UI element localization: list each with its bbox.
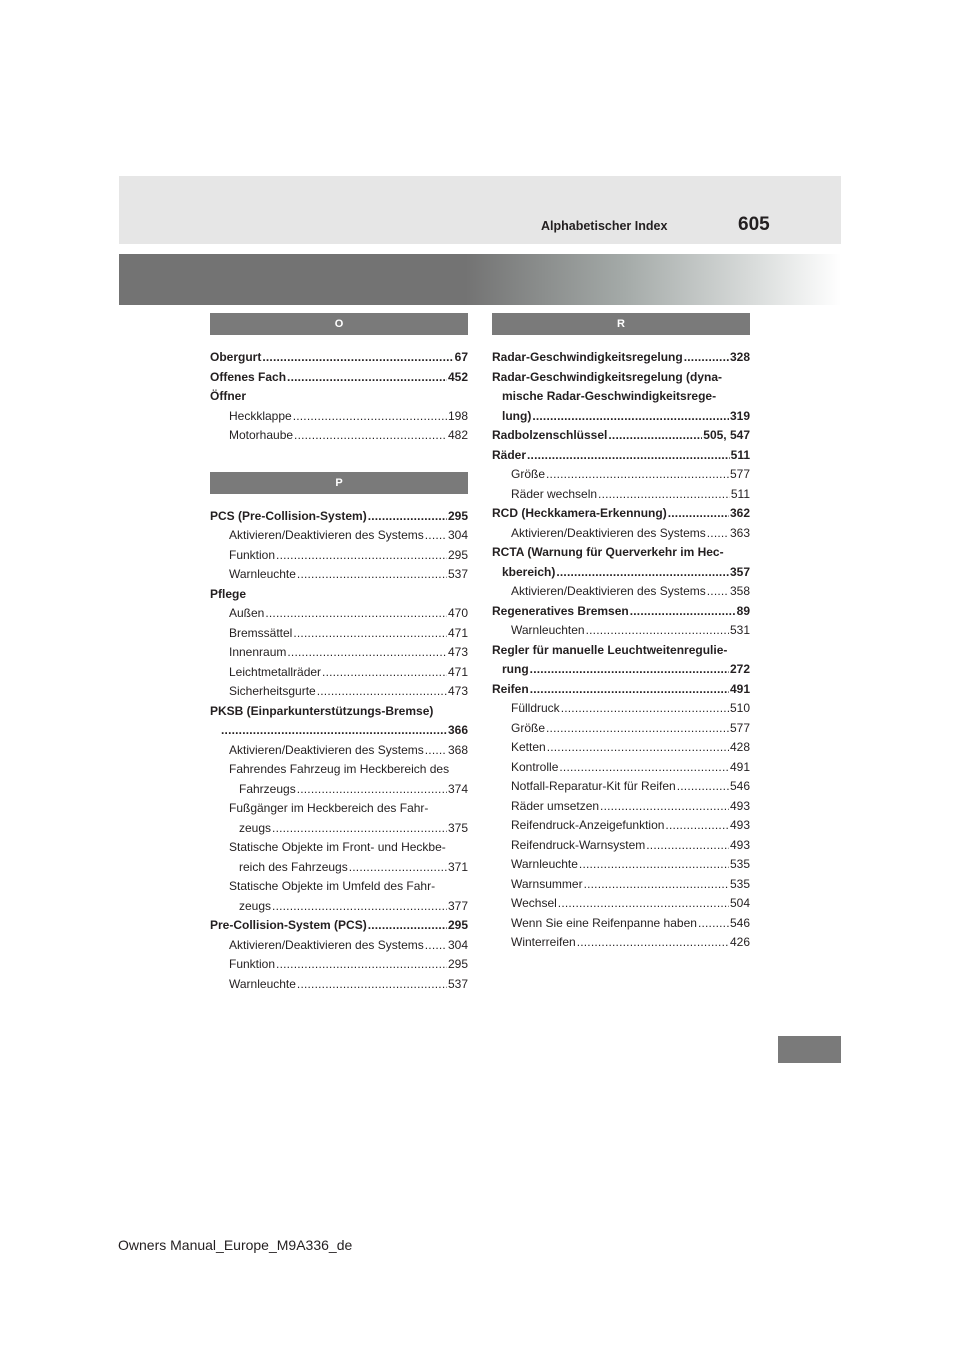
index-page-ref[interactable]: 535 [729,876,750,891]
index-entry-line: PKSB (Einparkunterstützungs-Bremse) [210,703,434,718]
index-entry-row [511,816,750,836]
index-entry-row [229,780,468,800]
index-entry-row [511,758,750,778]
dot-leader [608,426,702,446]
dot-leader [425,526,447,546]
index-page-ref[interactable]: 374 [447,781,468,796]
header-band [119,176,841,244]
index-entry [492,348,750,368]
index-entry [492,641,750,680]
index-entry-row [511,465,750,485]
index-subentry [492,836,750,856]
index-term: Bremssättel [229,625,293,640]
index-term: Aktivieren/Deaktivieren des Systems [229,937,424,952]
dot-leader [558,894,729,914]
index-subentry [210,546,468,566]
index-entry-line: Radar-Geschwindigkeitsregelung (dyna- [492,369,723,384]
index-page-ref[interactable]: 577 [729,720,750,735]
index-term: reich des Fahrzeugs [239,859,348,874]
dot-leader [579,855,729,875]
index-entry-row [229,897,468,917]
index-entry-row [229,858,468,878]
index-term: Heckklappe [229,408,292,423]
index-term: Aktivieren/Deaktivieren des Systems [511,584,706,598]
index-subentry [210,526,468,546]
index-entry [210,916,468,936]
index-entry [210,368,468,388]
index-subentry [210,407,468,427]
index-subentry [210,624,468,644]
index-entry-row [229,426,468,446]
index-entry-row [229,955,468,975]
dot-leader [293,624,447,644]
index-entry-row [229,624,468,644]
dot-leader [577,933,729,953]
dot-leader [276,546,447,566]
index-entry-row [511,738,750,758]
index-term: Fahrzeugs [239,781,296,796]
index-page-ref[interactable]: 510 [729,701,750,715]
index-term: Außen [229,606,265,620]
index-page-ref[interactable]: 358 [729,584,750,598]
index-page-ref[interactable]: 504 [729,896,750,910]
index-entry-row [229,643,468,663]
index-term: Sicherheitsgurte [229,684,316,698]
index-term: zeugs [239,820,272,835]
index-term: Regeneratives Bremsen [492,603,629,618]
index-subentry [492,621,750,641]
index-subentry [210,760,468,799]
index-subentry [492,894,750,914]
index-term: Warnleuchten [511,623,585,637]
index-entry-row [511,485,750,505]
letter-heading-r: R [492,313,750,335]
index-subentry [210,663,468,683]
index-entry-line: RCTA (Warnung für Querverkehr im Hec- [492,545,724,559]
index-entry-row [511,914,750,934]
index-page-ref[interactable]: 546 [729,779,750,793]
index-term: Wechsel [511,896,557,910]
index-entry-row [229,546,468,566]
index-entry-line: Fahrendes Fahrzeug im Heckbereich des [229,762,450,776]
index-entry-line: Fußgänger im Heckbereich des Fahr- [229,801,429,815]
index-entry-row [229,407,468,427]
dot-leader [646,836,729,856]
index-entry-row [229,565,468,585]
dot-leader [349,858,447,878]
dot-leader [425,741,447,761]
index-entry-row [210,368,468,388]
chapter-tab-marker [778,1036,841,1063]
section-r-entries [492,348,750,953]
index-subentry [492,855,750,875]
section-o-entries [210,348,468,446]
index-entry-row [511,933,750,953]
index-entry-row [511,875,750,895]
dot-leader [556,563,729,583]
index-term: PCS (Pre-Collision-System) [210,508,367,523]
dot-leader [287,643,447,663]
letter-heading-o: O [210,313,468,335]
index-term: Obergurt [210,350,262,364]
index-entry-row [511,524,750,544]
index-term: Warnleuchte [511,857,578,871]
dot-leader [600,797,729,817]
index-term: Kontrolle [511,759,559,774]
index-entry [210,387,468,407]
index-entry-row [229,936,468,956]
index-page-ref[interactable]: 505, 547 [703,428,750,442]
index-entry-row [210,387,468,407]
index-subentry [210,643,468,663]
index-page-ref[interactable]: 452 [447,369,468,384]
index-page-ref[interactable]: 535 [729,857,750,871]
index-subentry [210,426,468,446]
index-entry [492,602,750,622]
index-subentry [210,975,468,995]
dot-leader [272,897,447,917]
index-page-ref[interactable]: 493 [729,818,750,832]
dot-leader [527,446,730,466]
dot-leader [294,426,447,446]
index-term: Fülldruck [511,701,560,715]
index-entry-row [492,504,750,524]
index-term: Reifen [492,681,529,696]
dot-leader [559,758,729,778]
index-page-ref[interactable]: 304 [447,937,468,952]
index-column-right [492,313,750,953]
dot-leader [684,348,729,368]
dot-leader [698,914,729,934]
index-subentry [492,524,750,544]
index-term: Warnsummer [511,876,583,891]
index-term: Pflege [210,586,247,601]
index-entry-line: Statische Objekte im Front- und Heckbe- [229,840,446,854]
dot-leader [425,936,447,956]
dot-leader [317,682,447,702]
dot-leader [262,348,453,368]
dot-leader [598,485,730,505]
index-subentry [210,936,468,956]
index-page-ref[interactable]: 482 [447,428,468,442]
index-term: Räder wechseln [511,486,598,501]
index-page-ref[interactable]: 473 [447,684,468,698]
index-column-left [210,313,468,994]
dot-leader [322,663,447,683]
index-entry [492,504,750,524]
index-page-ref[interactable]: 67 [454,350,468,364]
index-entry-row [511,582,750,602]
index-term: Warnleuchte [229,976,296,991]
index-page-ref[interactable]: 272 [729,662,750,676]
index-page-ref[interactable]: 295 [447,508,468,523]
index-page-ref[interactable]: 304 [447,528,468,542]
index-entry-row [492,602,750,622]
dot-leader [547,738,729,758]
index-term: Öffner [210,389,246,403]
index-page-ref[interactable]: 531 [729,623,750,637]
index-entry-row [229,682,468,702]
index-page-ref[interactable]: 493 [729,798,750,813]
index-term: Innenraum [229,645,287,659]
dot-leader [297,780,447,800]
dot-leader [546,465,729,485]
index-term: RCD (Heckkamera-Erkennung) [492,506,667,520]
index-entry [210,702,468,741]
index-page-ref[interactable]: 546 [729,915,750,930]
index-subentry [492,485,750,505]
index-entry-row [210,916,468,936]
dot-leader [532,407,729,427]
index-subentry [210,682,468,702]
index-term: Ketten [511,740,546,754]
index-page-ref[interactable]: 426 [729,935,750,949]
dot-leader [276,955,447,975]
index-entry-line: Statische Objekte im Umfeld des Fahr- [229,879,436,893]
index-entry-row [229,604,468,624]
index-term: Wenn Sie eine Reifenpanne haben [511,915,697,930]
index-page-ref[interactable]: 198 [447,408,468,423]
index-page-ref[interactable]: 511 [730,486,750,501]
index-subentry [210,604,468,624]
index-page-ref[interactable]: 362 [729,506,750,520]
dot-leader [630,602,736,622]
index-entry-line: Regler für manuelle Leuchtweitenregulie- [492,642,728,657]
index-subentry [210,877,468,916]
index-subentry [210,565,468,585]
index-entry-row [229,526,468,546]
footer-document-id: Owners Manual_Europe_M9A336_de [118,1237,353,1253]
index-term: Reifendruck-Warnsystem [511,837,646,852]
index-term: Größe [511,467,546,481]
index-page-ref[interactable]: 375 [447,820,468,835]
index-entry-row [229,975,468,995]
index-subentry [492,699,750,719]
index-subentry [210,955,468,975]
index-entry-row [511,777,750,797]
index-term: zeugs [239,898,272,913]
index-term: Funktion [229,547,276,562]
index-subentry [492,758,750,778]
index-page-ref[interactable]: 368 [447,742,468,757]
index-page-ref[interactable]: 577 [729,467,750,481]
decorative-gradient-band [119,254,841,305]
index-term: Funktion [229,957,276,971]
index-subentry [492,738,750,758]
index-entry-row [210,585,468,605]
index-entry [492,543,750,582]
index-entry-row [229,663,468,683]
index-entry-row [210,348,468,368]
index-term: Winterreifen [511,935,576,949]
index-page-ref[interactable]: 357 [729,564,750,579]
index-entry [210,348,468,368]
index-entry-row [511,855,750,875]
index-page-ref[interactable]: 493 [729,837,750,852]
index-entry [492,446,750,466]
dot-leader [584,875,729,895]
index-entry-row [492,348,750,368]
index-entry-row [511,836,750,856]
index-entry-row [492,446,750,466]
index-term: Reifendruck-Anzeigefunktion [511,818,665,832]
dot-leader [293,407,447,427]
index-page-ref[interactable]: 371 [447,859,468,874]
index-entry [492,680,750,700]
index-term: Aktivieren/Deaktivieren des Systems [229,742,424,757]
index-entry-row [210,721,468,741]
index-entry-row [492,680,750,700]
index-entry-row [210,507,468,527]
index-page-ref[interactable]: 473 [447,645,468,659]
index-term: rung [502,662,529,676]
dot-leader [677,777,729,797]
index-subentry [492,465,750,485]
dot-leader [297,565,447,585]
dot-leader [707,524,729,544]
index-page-ref[interactable]: 366 [447,723,468,737]
index-term: kbereich) [502,564,556,579]
index-term: Offenes Fach [210,369,287,384]
index-term: Radbolzenschlüssel [492,428,608,442]
dot-leader [265,604,447,624]
index-entry-row [511,797,750,817]
index-term: lung) [502,408,532,423]
index-page-ref[interactable]: 295 [447,918,468,932]
index-page-ref[interactable]: 471 [447,625,468,640]
index-subentry [492,914,750,934]
index-term: Räder umsetzen [511,798,600,813]
index-term: Notfall-Reparatur-Kit für Reifen [511,779,676,793]
index-page-ref[interactable]: 295 [447,957,468,971]
index-page-ref[interactable]: 511 [730,447,750,462]
index-subentry [492,816,750,836]
dot-leader [530,660,729,680]
index-entry-line: mische Radar-Geschwindigkeitsrege- [502,389,717,403]
index-page-ref[interactable]: 295 [447,547,468,562]
index-entry-row [492,426,750,446]
dot-leader [368,507,447,527]
index-page-ref[interactable]: 491 [729,681,750,696]
index-entry-row [511,621,750,641]
index-entry [492,426,750,446]
dot-leader [368,916,447,936]
dot-leader [530,680,729,700]
index-page-ref[interactable]: 377 [447,898,468,913]
index-page-ref[interactable]: 491 [729,759,750,774]
page-number: 605 [738,214,770,235]
dot-leader [561,699,729,719]
index-page-ref[interactable]: 537 [447,976,468,991]
index-subentry [210,741,468,761]
index-term: Leichtmetallräder [229,664,322,679]
index-term: Radar-Geschwindigkeitsregelung [492,350,683,364]
index-subentry [492,797,750,817]
index-page-ref[interactable]: 537 [447,567,468,581]
section-title: Alphabetischer Index [541,219,668,233]
index-term: Aktivieren/Deaktivieren des Systems [229,528,424,542]
index-page-ref[interactable]: 328 [729,350,750,364]
index-subentry [210,799,468,838]
index-entry [210,585,468,605]
dot-leader [297,975,447,995]
index-page-ref[interactable]: 363 [729,525,750,540]
index-entry-row [229,819,468,839]
dot-leader [287,368,447,388]
index-entry-row [229,741,468,761]
index-subentry [492,777,750,797]
index-entry-row [492,563,750,583]
index-subentry [492,933,750,953]
index-term: Motorhaube [229,428,294,442]
index-page-ref[interactable]: 428 [729,740,750,754]
dot-leader [668,504,729,524]
dot-leader [272,819,447,839]
index-subentry [492,582,750,602]
index-entry-row [492,407,750,427]
index-term: Aktivieren/Deaktivieren des Systems [511,525,706,540]
index-term: Warnleuchte [229,567,296,581]
index-term: Pre-Collision-System (PCS) [210,918,367,932]
index-subentry [492,875,750,895]
section-p-entries [210,507,468,995]
index-page-ref[interactable]: 470 [447,606,468,620]
dot-leader [546,719,729,739]
dot-leader [221,721,447,741]
letter-heading-p: P [210,472,468,494]
dot-leader [586,621,729,641]
index-term: Größe [511,720,546,735]
index-entry-row [511,894,750,914]
index-subentry [492,719,750,739]
index-subentry [210,838,468,877]
index-term: Räder [492,447,527,462]
index-entry [210,507,468,527]
index-page-ref[interactable]: 89 [736,603,750,618]
index-entry-row [511,719,750,739]
index-entry-row [492,660,750,680]
index-page-ref[interactable]: 471 [447,664,468,679]
index-entry [492,368,750,427]
dot-leader [665,816,729,836]
index-page-ref[interactable]: 319 [729,408,750,423]
index-entry-row [511,699,750,719]
dot-leader [707,582,729,602]
